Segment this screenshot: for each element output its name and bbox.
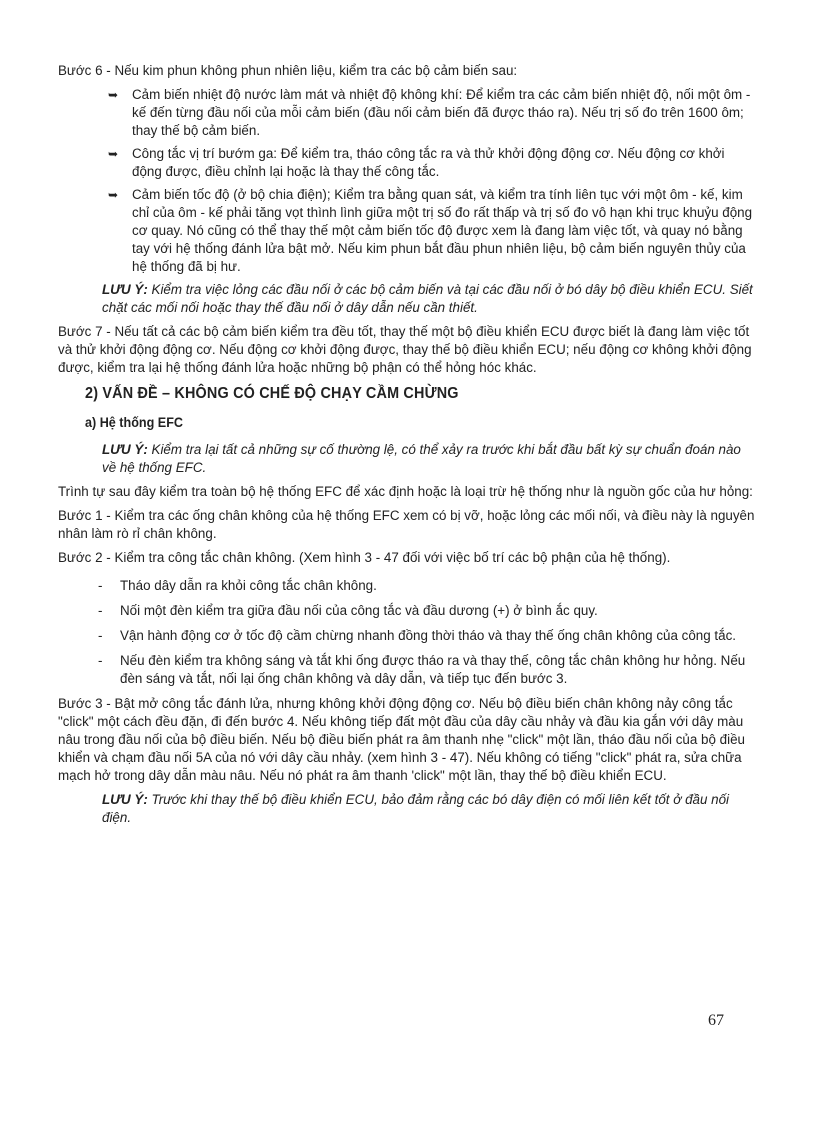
efc-step3: Bước 3 - Bật mở công tắc đánh lửa, nhưng không khởi động động cơ. Nếu bộ điều biến chân không nảy công tắc "click" một cách đều đặn, đi đến bước 4. Nếu không tiếp đất một đầu của dây cầu nhảy và đầu kia gắn với dây màu nâu trong đầu nối của bộ điều biến. Nếu bộ điều biến phát ra âm thanh nhẹ "click" một lần, tháo đầu nối của bộ điều khiển và chạm đầu nối 5A của nó với dây cầu nhảy. (xem hình 3 - 47). Nếu không có tiếng "click" phát ra, sửa chữa mạch hở trong dây dẫn màu nâu. Nếu nó phát ra âm thanh 'click" một lần, thay thế bộ điều khiển ECU. [58, 696, 745, 783]
efc-step1: Bước 1 - Kiểm tra các ống chân không của hệ thống EFC xem có bị vỡ, hoặc lỏng các mối nối, và điều này là nguyên nhân làm rò rỉ chân không. [58, 508, 755, 541]
list-item-text: Nếu đèn kiểm tra không sáng và tắt khi ống được tháo ra và thay thế, công tắc chân không hư hỏng. Nếu đèn sáng và tắt, nối lại ống chân không và dây dẫn, và tiếp tục đến bước 3. [120, 653, 746, 686]
section-heading: 2) VẤN ĐỀ – KHÔNG CÓ CHẾ ĐỘ CHẠY CẦM CHỪNG [85, 385, 459, 402]
list-item-text: Cảm biến tốc độ (ở bộ chia điện); Kiểm tra bằng quan sát, và kiểm tra tính liên tục với một ôm - kế, kim chỉ của ôm - kế phải tăng vọt thình lình giữa một trị số đo rất thấp và trị số đo vô hạn khi trục khuỷu động cơ quay. Nó cũng có thể thay thế một cảm biến tốc độ được xem là đang làm việc tốt, và quay nó bằng tay với hệ thống đánh lửa bật mở. Nếu kim phun bắt đầu phun nhiên liệu, bộ cảm biến nguyên thủy của hệ thống đã bị hư. [132, 187, 753, 274]
note-step6 [58, 281, 758, 317]
dash-bullet: - [98, 603, 103, 618]
arrow-bullet-icon: ➥ [108, 188, 119, 202]
step7-text: Bước 7 - Nếu tất cả các bộ cảm biến kiểm tra đều tốt, thay thế một bộ điều khiển ECU được biết là đang làm việc tốt và thử khởi động động cơ. Nếu động cơ khởi động được, thay thế bộ điều khiển ECU; nếu động cơ không khởi động được, kiểm tra lại hệ thống đánh lửa hoặc những bộ phận có thể hỏng hóc khác. [58, 324, 752, 375]
step6-intro: Bước 6 - Nếu kim phun không phun nhiên liệu, kiểm tra các bộ cảm biến sau: [58, 63, 518, 78]
note-text: Kiểm tra việc lỏng các đầu nối ở các bộ cảm biến và tại các đầu nối ở bó dây bộ điều khiển ECU. Siết chặt các mối nối hoặc thay thế đầu nối ở dây dẫn nếu cần thiết. [102, 282, 753, 315]
list-item [58, 602, 758, 620]
list-item-text: Tháo dây dẫn ra khỏi công tắc chân không. [120, 578, 377, 593]
list-item-text: Vận hành động cơ ở tốc độ cầm chừng nhanh đồng thời tháo và thay thế ống chân không của công tắc. [120, 628, 736, 643]
list-item [58, 577, 758, 595]
efc-step2: Bước 2 - Kiểm tra công tắc chân không. (Xem hình 3 - 47 đối với việc bố trí các bộ phận của hệ thống). [58, 550, 671, 565]
list-item [58, 652, 758, 688]
note-label: LƯU Ý: [102, 282, 148, 297]
arrow-bullet-icon: ➥ [108, 88, 119, 102]
dash-bullet: - [98, 653, 103, 668]
list-item [58, 86, 758, 140]
list-item [58, 186, 758, 276]
note-text: Trước khi thay thế bộ điều khiển ECU, bảo đảm rằng các bó dây điện có mối liên kết tốt ở đầu nối điện. [102, 792, 729, 825]
note-label: LƯU Ý: [102, 792, 148, 807]
note-text: Kiểm tra lại tất cả những sự cố thường lệ, có thể xảy ra trước khi bắt đầu bất kỳ sự chuẩn đoán nào về hệ thống EFC. [102, 442, 741, 475]
list-item-text: Cảm biến nhiệt độ nước làm mát và nhiệt độ không khí: Để kiểm tra các cảm biến nhiệt độ, nối một ôm - kế đến từng đầu nối của mỗi cảm biến (đầu nối cảm biến đã được tháo ra). Nếu trị số đo trên 1600 ôm; thay thế bộ cảm biến. [132, 87, 751, 138]
document-page [58, 62, 758, 833]
efc-intro: Trình tự sau đây kiểm tra toàn bộ hệ thống EFC để xác định hoặc là loại trừ hệ thống như là nguồn gốc của hư hỏng: [58, 484, 753, 499]
list-item [58, 145, 758, 181]
page-number: 67 [708, 1012, 724, 1029]
list-item [58, 627, 758, 645]
subsection-heading: a) Hệ thống EFC [85, 414, 184, 430]
list-item-text: Công tắc vị trí bướm ga: Để kiểm tra, tháo công tắc ra và thử khởi động động cơ. Nếu động cơ khởi động được, điều chỉnh lại hoặc là thay thế công tắc. [132, 146, 725, 179]
arrow-bullet-icon: ➥ [108, 147, 119, 161]
list-item-text: Nối một đèn kiểm tra giữa đầu nối của công tắc và đầu dương (+) ở bình ắc quy. [120, 603, 598, 618]
note-efc [58, 441, 758, 477]
sensor-check-list [58, 86, 758, 276]
note-label: LƯU Ý: [102, 442, 148, 457]
dash-bullet: - [98, 628, 103, 643]
step2-list [58, 577, 758, 688]
dash-bullet: - [98, 578, 103, 593]
note-ecu [58, 791, 758, 827]
